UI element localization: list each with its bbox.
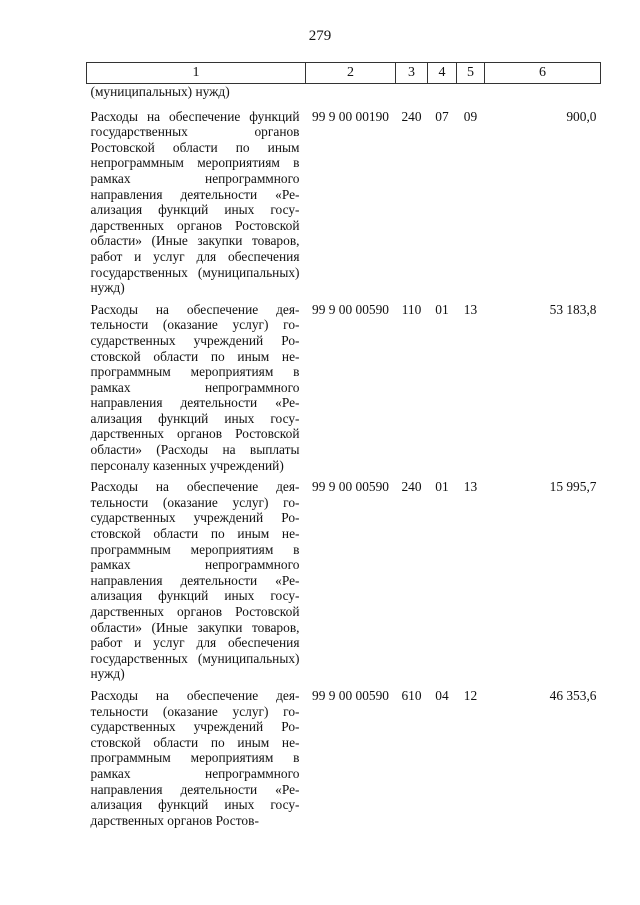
continuation-row [87, 84, 601, 109]
table-row [87, 302, 601, 480]
header-col-5: 5 [457, 63, 485, 84]
row-amount: 53 183,8 [549, 301, 597, 317]
row-section: 04 [435, 687, 449, 703]
header-row [87, 63, 601, 84]
row-subsection: 13 [463, 301, 478, 317]
row-description: Расходы на обеспечение функций государственных органов Ростовской области по иным непрограммным мероприятиям в рамках непрограммного направления деятельности «Реализация функций иных государственных органов Ростовской области» (Иные закупки товаров, работ и услуг для обеспечения государственных (муниципальных) нужд) [90, 108, 300, 296]
row-amount: 15 995,7 [549, 479, 597, 495]
table-row [87, 479, 601, 688]
header-col-1: 1 [87, 63, 306, 84]
row-target-code: 99 9 00 00590 [312, 687, 389, 703]
row-expense-type: 610 [401, 687, 422, 703]
row-section: 01 [435, 479, 449, 495]
table-row [87, 688, 601, 834]
row-description: Расходы на обеспечение деятельности (оказание услуг) государственных учреждений Ростовской области по иным непрограммным мероприятиям в рамках непрограммного направления деятельности «Реализация функций иных государственных органов Ростов- [90, 687, 300, 828]
row-subsection: 12 [463, 687, 478, 703]
row-amount: 900,0 [566, 108, 597, 124]
row-expense-type: 110 [401, 301, 422, 317]
row-target-code: 99 9 00 00190 [312, 108, 389, 124]
header-col-2: 2 [306, 63, 396, 84]
table-row [87, 109, 601, 302]
header-col-3: 3 [396, 63, 428, 84]
budget-table [86, 62, 601, 834]
row-target-code: 99 9 00 00590 [312, 301, 389, 317]
row-subsection: 13 [463, 479, 478, 495]
row-target-code: 99 9 00 00590 [312, 479, 389, 495]
header-col-6: 6 [485, 63, 601, 84]
row-subsection: 09 [463, 108, 478, 124]
row-section: 01 [435, 301, 449, 317]
page-number: 279 [308, 28, 332, 44]
row-description: Расходы на обеспечение деятельности (оказание услуг) государственных учреждений Ростовской области по иным непрограммным мероприятиям в рамках непрограммного направления деятельности «Реализация функций иных государственных органов Ростовской области» (Расходы на выплаты персоналу казенных учреждений) [90, 301, 300, 473]
row-expense-type: 240 [401, 108, 422, 124]
row-section: 07 [435, 108, 449, 124]
header-col-4: 4 [428, 63, 457, 84]
row-expense-type: 240 [401, 479, 422, 495]
row-amount: 46 353,6 [549, 687, 597, 703]
continuation-text: (муниципальных) нужд) [90, 84, 230, 99]
row-description: Расходы на обеспечение деятельности (оказание услуг) государственных учреждений Ростовской области по иным непрограммным мероприятиям в рамках непрограммного направления деятельности «Реализация функций иных государственных органов Ростовской области» (Иные закупки товаров, работ и услуг для обеспечения государственных (муниципальных) нужд) [90, 479, 300, 682]
